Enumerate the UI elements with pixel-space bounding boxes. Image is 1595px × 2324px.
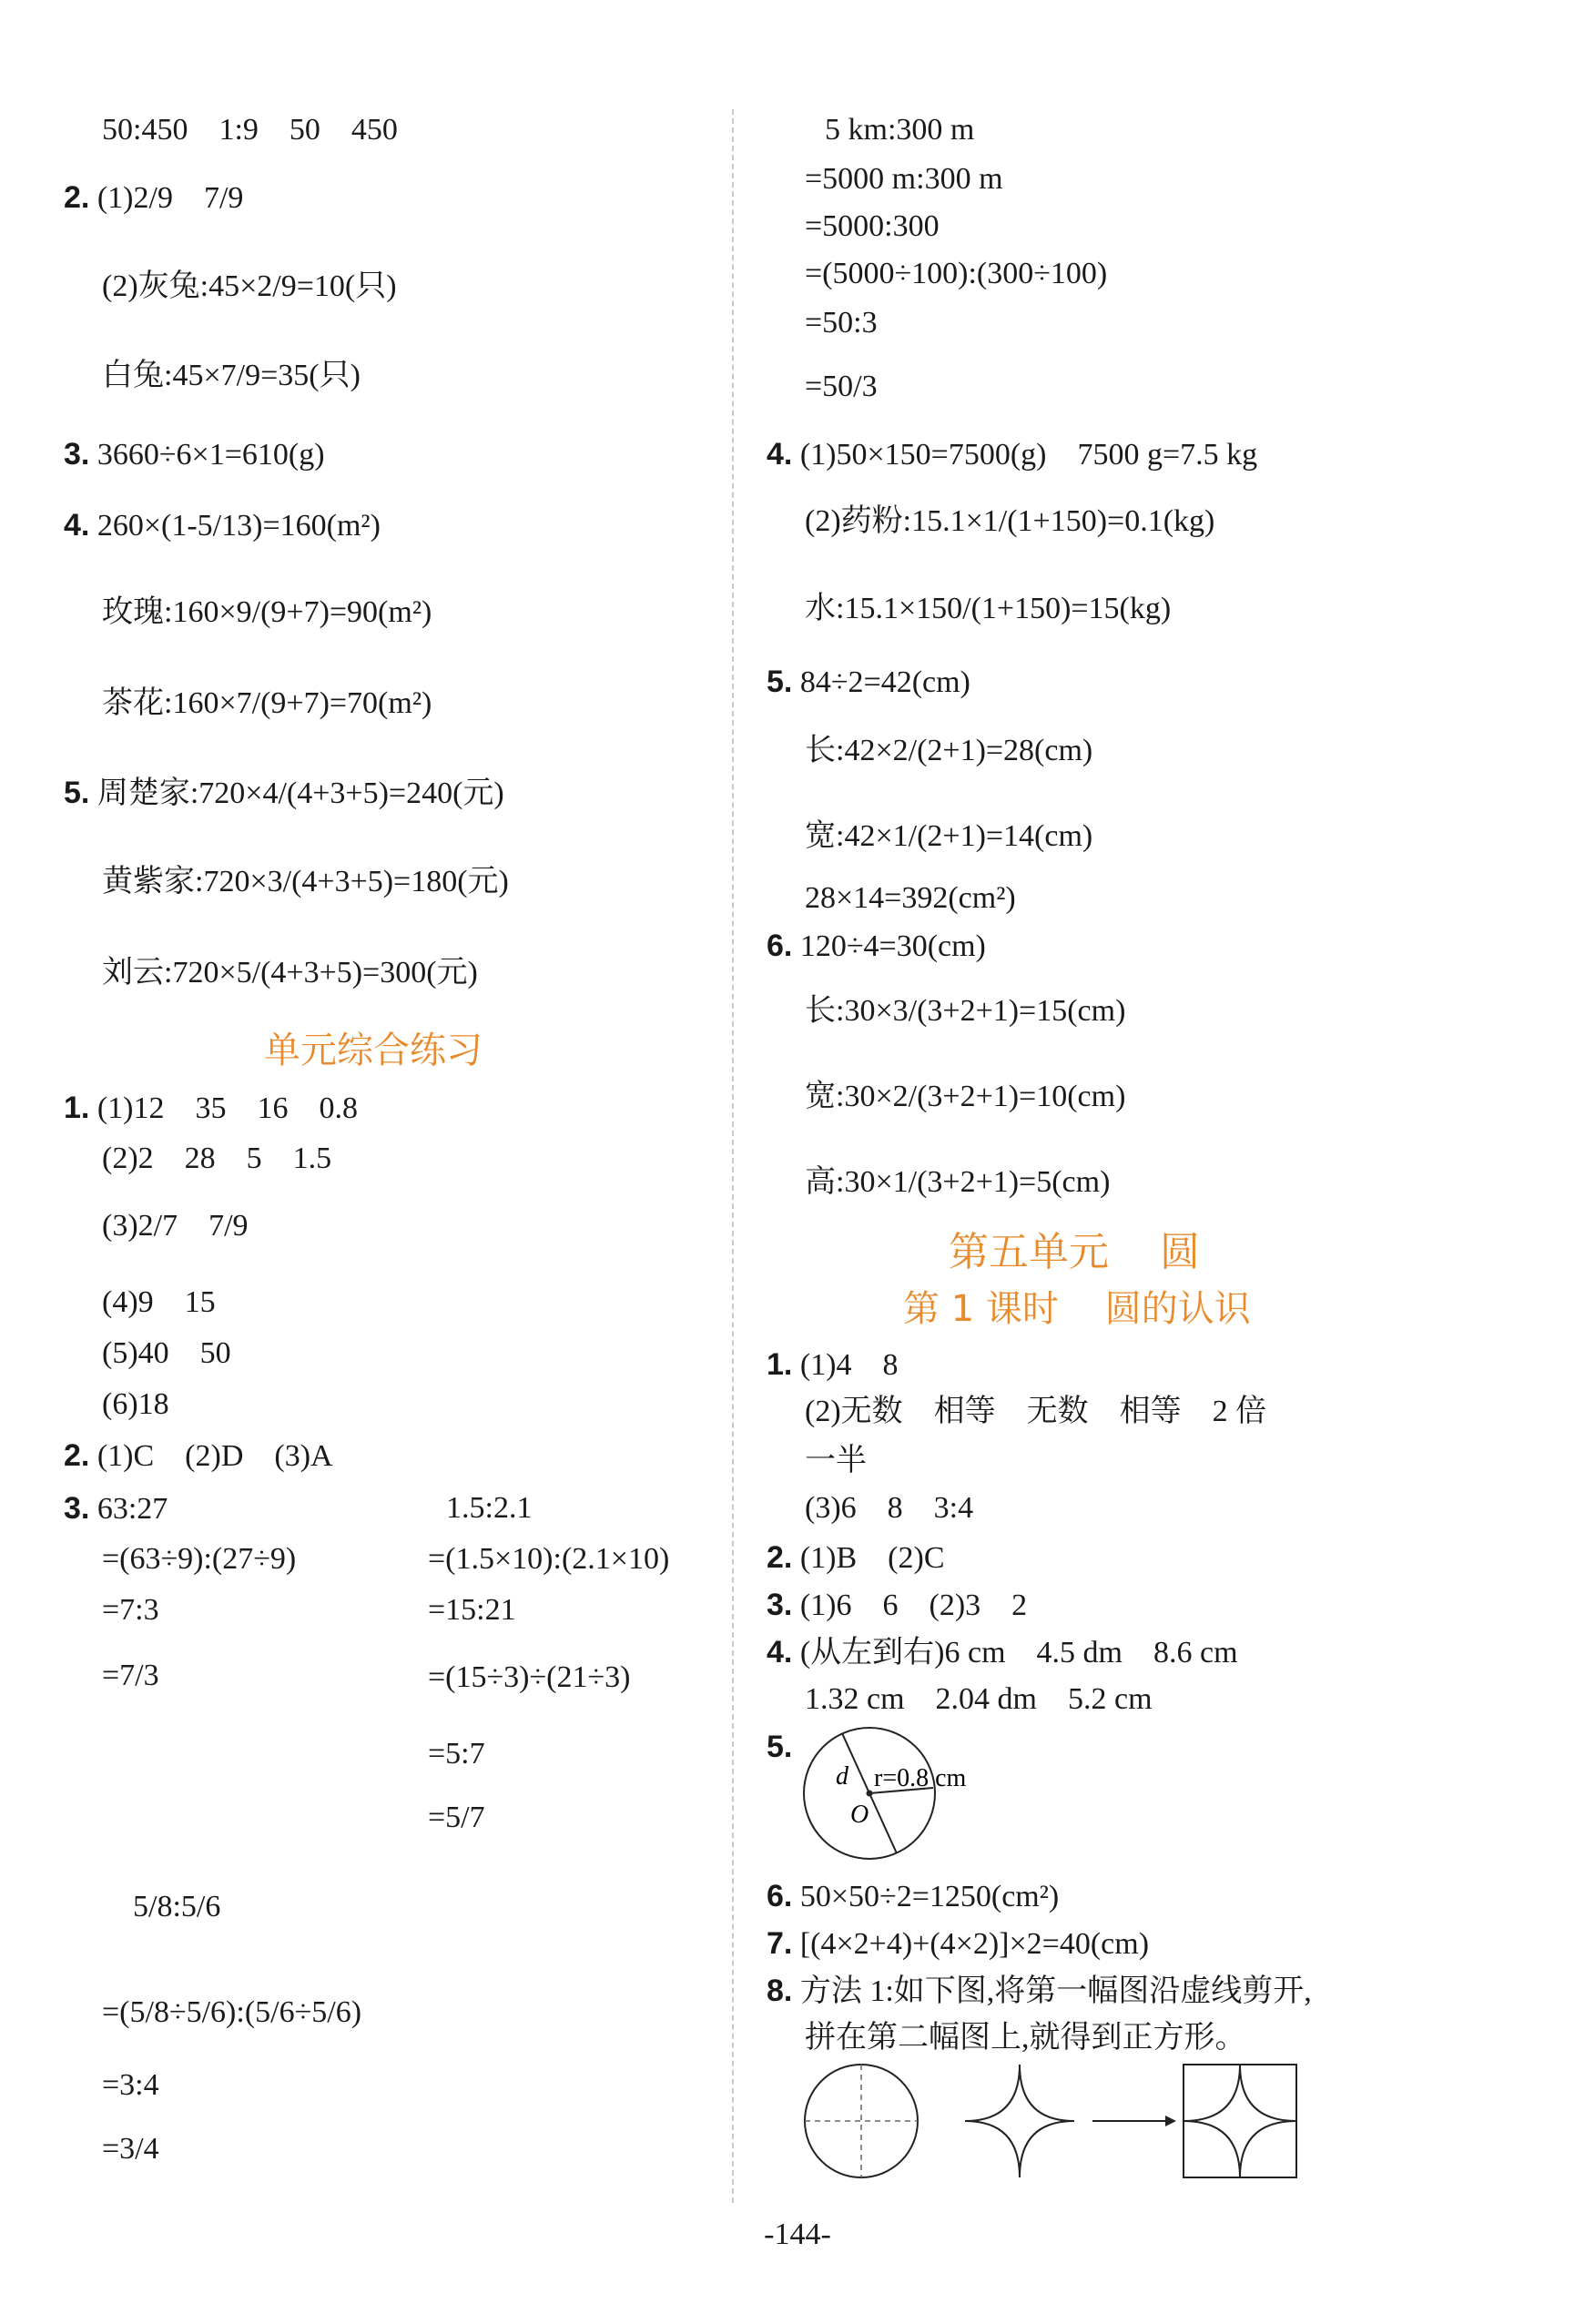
answer-text: 28×14=392(cm²) (805, 881, 1016, 915)
right-answer-line (805, 2019, 1246, 2057)
left-answer-line (428, 1735, 485, 1773)
question-number: 1. (64, 1091, 90, 1125)
left-answer-line (102, 863, 509, 901)
right-answer-line (767, 1972, 1312, 2011)
left-answer-line (64, 506, 381, 545)
question-number: 2. (64, 180, 90, 215)
answer-text: 长:30×3/(3+2+1)=15(cm) (805, 994, 1126, 1028)
answer-text: =(5000÷100):(300÷100) (805, 257, 1108, 290)
star-figure (965, 2065, 1074, 2177)
answer-text: (4)9 15 (102, 1285, 216, 1319)
answer-text: 宽:42×1/(2+1)=14(cm) (805, 819, 1093, 853)
answer-text: 5/8:5/6 (133, 1890, 221, 1923)
left-answer-line (64, 1436, 333, 1476)
answer-text: 260×(1-5/13)=160(m²) (97, 509, 381, 543)
answer-text: 50:450 1:9 50 450 (102, 113, 398, 147)
right-answer-line (767, 663, 970, 702)
answer-text: =5000:300 (805, 209, 940, 243)
answer-text: =3/4 (102, 2132, 159, 2166)
right-answer-line (805, 304, 878, 342)
right-answer-line (767, 927, 986, 966)
answer-text: 黄紫家:720×3/(4+3+5)=180(元) (102, 865, 509, 898)
right-answer-line (767, 435, 1257, 474)
left-answer-line (102, 357, 361, 395)
right-answer-line (805, 992, 1125, 1030)
diameter-label: d (836, 1762, 848, 1791)
answer-text: 刘云:720×5/(4+3+5)=300(元) (102, 956, 478, 989)
right-answer-line (805, 1489, 973, 1527)
center-label: O (850, 1801, 869, 1829)
column-divider (732, 109, 734, 2203)
question-number: 4. (767, 1635, 793, 1669)
square-figure (1184, 2065, 1296, 2177)
question-number: 2. (767, 1540, 793, 1575)
left-answer-line (102, 1591, 159, 1629)
answer-text: =(15÷3)÷(21÷3) (428, 1660, 631, 1694)
answer-text: =5000 m:300 m (805, 162, 1003, 196)
right-answer-line (805, 1393, 1266, 1431)
answer-text: 3660÷6×1=610(g) (97, 438, 325, 472)
answer-text: 高:30×1/(3+2+1)=5(cm) (805, 1165, 1111, 1199)
answer-text: (1)4 8 (799, 1348, 899, 1382)
answer-text: 一半 (805, 1444, 867, 1477)
answer-text: 1.32 cm 2.04 dm 5.2 cm (805, 1682, 1153, 1716)
answer-text: =3:4 (102, 2068, 159, 2102)
answer-text: =15:21 (428, 1593, 516, 1627)
answer-text: =5/7 (428, 1801, 485, 1834)
answer-text: 白兔:45×7/9=35(只) (102, 359, 361, 392)
answer-text: (6)18 (102, 1387, 169, 1421)
answer-text: 玫瑰:160×9/(9+7)=90(m²) (102, 595, 432, 629)
left-answer-line (102, 594, 432, 632)
right-answer-line (767, 1345, 899, 1385)
lesson-title: 第 1 课时 圆的认识 (903, 1288, 1251, 1330)
square-assembly-diagram (801, 2057, 1311, 2185)
circle-figure (805, 2065, 918, 2177)
answer-text: 周楚家:720×4/(4+3+5)=240(元) (97, 776, 504, 810)
left-answer-line (64, 178, 243, 218)
right-answer-line (805, 160, 1003, 198)
right-answer-line (805, 1680, 1153, 1719)
right-answer-line (805, 732, 1092, 770)
left-answer-line (428, 1591, 516, 1629)
answer-text: 1.5:2.1 (446, 1491, 533, 1525)
question-number: 6. (767, 1879, 793, 1913)
answer-text: (从左到右)6 cm 4.5 dm 8.6 cm (799, 1636, 1238, 1669)
question-number: 5. (767, 665, 793, 699)
answer-text: (5)40 50 (102, 1336, 231, 1370)
right-answer-line (767, 1586, 1027, 1625)
answer-text: (1)B (2)C (799, 1541, 945, 1575)
right-answer-line (805, 879, 1016, 918)
left-answer-line (102, 1994, 361, 2032)
question-number: 3. (64, 437, 90, 472)
left-answer-line (102, 2066, 159, 2105)
left-answer-line (64, 774, 504, 813)
answer-text: (2)灰兔:45×2/9=10(只) (102, 269, 397, 303)
answer-text: 拼在第二幅图上,就得到正方形。 (805, 2021, 1246, 2055)
answer-text: (3)2/7 7/9 (102, 1209, 249, 1243)
question-number: 7. (767, 1926, 793, 1961)
question-number: 4. (767, 437, 793, 472)
left-answer-line (446, 1489, 532, 1527)
left-answer-line (102, 1540, 296, 1578)
answer-text: 84÷2=42(cm) (799, 665, 970, 699)
right-answer-line (805, 208, 940, 246)
right-answer-line (805, 817, 1092, 856)
answer-text: (1)6 6 (2)3 2 (799, 1588, 1028, 1622)
right-answer-line (767, 1538, 945, 1578)
left-answer-line (102, 1385, 169, 1424)
question-number: 3. (767, 1588, 793, 1622)
left-answer-line (133, 1888, 220, 1926)
left-answer-line (64, 1489, 168, 1528)
answer-text: [(4×2+4)+(4×2)]×2=40(cm) (799, 1927, 1150, 1961)
right-answer-line (767, 1728, 800, 1767)
answer-text: 120÷4=30(cm) (799, 929, 986, 963)
answer-text: 长:42×2/(2+1)=28(cm) (805, 734, 1093, 767)
answer-text: =7:3 (102, 1593, 159, 1627)
answer-text: =7/3 (102, 1659, 159, 1692)
left-answer-line (64, 435, 325, 474)
left-answer-line (102, 1207, 249, 1245)
section-title: 单元综合练习 (264, 1030, 483, 1071)
answer-text: (1)50×150=7500(g) 7500 g=7.5 kg (799, 438, 1258, 472)
answer-text: =50/3 (805, 370, 878, 403)
answer-text: =50:3 (805, 306, 878, 340)
answer-text: (2)2 28 5 1.5 (102, 1142, 332, 1175)
answer-text: =(5/8÷5/6):(5/6÷5/6) (102, 1995, 362, 2029)
right-answer-line (805, 1442, 867, 1480)
left-answer-line (102, 1140, 331, 1178)
answer-text: 63:27 (97, 1492, 168, 1526)
answer-text: =(1.5×10):(2.1×10) (428, 1542, 670, 1576)
answer-text: (1)C (2)D (3)A (97, 1439, 333, 1473)
answer-text: 宽:30×2/(3+2+1)=10(cm) (805, 1080, 1126, 1113)
circle-diagram (801, 1720, 1038, 1866)
left-answer-line (428, 1799, 485, 1837)
question-number: 2. (64, 1438, 90, 1473)
question-number: 3. (64, 1491, 90, 1526)
right-answer-line (767, 1924, 1149, 1964)
left-answer-line (428, 1659, 630, 1697)
answer-text: (1)2/9 7/9 (97, 181, 244, 215)
answer-text: 水:15.1×150/(1+150)=15(kg) (805, 592, 1172, 625)
left-answer-line (102, 1284, 216, 1322)
left-answer-line (102, 685, 432, 723)
left-answer-line (102, 1335, 231, 1373)
right-answer-line (805, 255, 1107, 293)
page-number: -144- (764, 2217, 831, 2251)
answer-text: 5 km:300 m (825, 113, 975, 147)
left-answer-line (102, 1657, 159, 1695)
question-number: 5. (767, 1730, 793, 1764)
right-answer-line (805, 1078, 1125, 1116)
question-number: 6. (767, 929, 793, 963)
answer-text: (3)6 8 3:4 (805, 1491, 974, 1525)
unit-title: 第五单元 圆 (949, 1229, 1200, 1275)
answer-text: (2)无数 相等 无数 相等 2 倍 (805, 1395, 1267, 1428)
right-answer-line (825, 111, 974, 149)
question-number: 1. (767, 1347, 793, 1382)
answer-text: 50×50÷2=1250(cm²) (799, 1880, 1060, 1913)
answer-text: =(63÷9):(27÷9) (102, 1542, 297, 1576)
answer-text: (1)12 35 16 0.8 (97, 1091, 359, 1125)
left-answer-line (102, 954, 478, 992)
question-number: 8. (767, 1974, 793, 2008)
right-answer-line (767, 1877, 1059, 1916)
question-number: 5. (64, 776, 90, 810)
right-answer-line (805, 502, 1214, 541)
left-answer-line (102, 111, 398, 149)
right-answer-line (805, 590, 1171, 628)
left-answer-line (428, 1540, 669, 1578)
radius-label: r=0.8 cm (874, 1764, 967, 1792)
left-answer-line (64, 1089, 358, 1128)
answer-text: 方法 1:如下图,将第一幅图沿虚线剪开, (799, 1974, 1312, 2008)
left-answer-line (102, 2130, 159, 2168)
right-answer-line (805, 1163, 1110, 1202)
answer-text: (2)药粉:15.1×1/(1+150)=0.1(kg) (805, 504, 1215, 538)
right-answer-line (805, 368, 878, 406)
question-number: 4. (64, 508, 90, 543)
answer-text: 茶花:160×7/(9+7)=70(m²) (102, 686, 432, 720)
right-answer-line (767, 1633, 1238, 1672)
answer-text: =5:7 (428, 1737, 485, 1771)
left-answer-line (102, 268, 397, 306)
